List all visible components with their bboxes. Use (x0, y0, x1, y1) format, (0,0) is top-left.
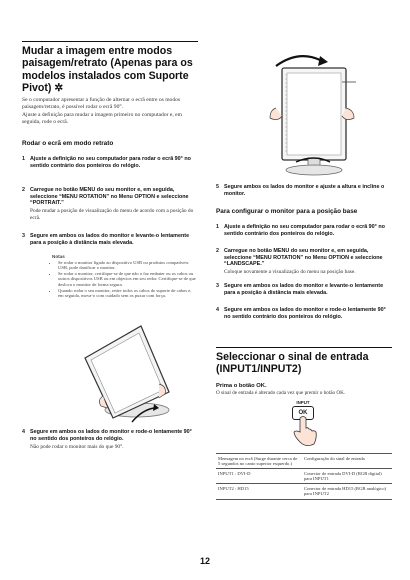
table-cell: INPUT2 : HD15 (216, 484, 302, 499)
note-item: • Se rodar o monitor ligado ao dispositivo USB ou produtos compatíveis USB, pode danificar o monitor. (58, 260, 196, 271)
table-row (216, 454, 392, 469)
table-cell: Conector de entrada DVI-D (RGB digital) para INPUT1 (302, 469, 392, 484)
table-row (216, 469, 392, 484)
step-number: 1 (216, 224, 219, 230)
press-ok-heading: Prima o botão OK. (216, 383, 267, 389)
right-step-4 (216, 307, 392, 329)
step-number: 4 (216, 307, 219, 313)
left-step-4 (22, 429, 198, 459)
intro-paragraph-2: Ajuste a definição para mudar a imagem primeiro no computador e, em seguida, rode o ecrã. (22, 112, 182, 125)
table-cell: Mensagem no ecrã (Surge durante cerca de 5 segundos no canto superior esquerdo.) (216, 454, 302, 469)
right-step-5 (216, 184, 392, 200)
step-number: 1 (22, 156, 25, 162)
ok-button-illustration (284, 400, 322, 450)
rotation-title-text: Mudar a imagem entre modos paisagem/retrato (Apenas para os modelos instalados com Suporte Pivot) (22, 45, 193, 95)
left-step-3 (22, 233, 198, 253)
intro-paragraph-1: Se o computador apresentar a função de alternar o ecrã entre os modos paisagem/retrato, é possível rodar o ecrã 90°. (22, 97, 181, 110)
monitor-adjust-illustration (246, 38, 366, 178)
note-item: • Se rodar o monitor, certifique-se de que não o faz embater ou os cabos ou outros dispositivos USB ou em objectos em seu redor. Certifique-se de que desloca o monitor de forma segura. (58, 271, 196, 288)
step-subtext: Não pode rodar o monitor mais do que 90°. (30, 444, 124, 450)
notes-list (52, 260, 196, 299)
right-step-1 (216, 224, 392, 246)
notes-box (52, 254, 196, 299)
step-text: Segure ambos os lados do monitor e ajuste a altura e incline o monitor. (224, 184, 385, 197)
step-text: Carregue no botão MENU do seu monitor e, em seguida, seleccione “MENU ROTATION” no Menu OPTION e seleccione “LANDSCAPE.” (224, 248, 383, 268)
section-title-input: Seleccionar o sinal de entrada (INPUT1/INPUT2) (216, 347, 392, 376)
ok-button: OK (292, 406, 314, 420)
subheading-portrait: Rodar o ecrã em modo retrato (22, 140, 114, 147)
step-number: 2 (22, 187, 25, 193)
subheading-base-position: Para configurar o monitor para a posição base (216, 208, 358, 215)
input-signal-table (216, 453, 392, 500)
monitor-rotate-illustration (77, 318, 187, 426)
left-step-2 (22, 187, 198, 227)
note-item: • Quando rodar o seu monitor, retire todos os cabos do suporte de cabos e, em seguida, mova-o com cuidado sem os puxar com força. (58, 288, 196, 299)
step-text: Ajuste a definição no seu computador para rodar o ecrã 90° no sentido contrário dos ponteiros do relógio. (224, 224, 385, 237)
table-cell: Conector de entrada HD15 (RGB analógico) para INPUT2 (302, 484, 392, 499)
left-step-1 (22, 156, 198, 180)
step-text: Segure em ambos os lados do monitor e levante-o lentamente para a posição à distância mais elevada. (224, 283, 384, 296)
pressing-finger-icon (290, 416, 318, 448)
step-number: 5 (216, 184, 219, 190)
step-number: 4 (22, 429, 25, 435)
step-subtext: Pode mudar a posição de visualização do menu de acordo com a posição do ecrã. (30, 208, 194, 221)
press-ok-description: O sinal de entrada é alterado cada vez que premir o botão OK. (216, 390, 346, 396)
notes-title: Notas (52, 254, 65, 259)
step-number: 2 (216, 248, 219, 254)
right-step-3 (216, 283, 392, 305)
step-subtext: Coloque novamente a visualização do menu na posição base. (224, 269, 356, 275)
table-row (216, 484, 392, 499)
step-text: Carregue no botão MENU do seu monitor e, em seguida, seleccione “MENU ROTATION” no Menu OPTION e seleccione “PORTRAIT.” (30, 187, 189, 207)
input-label: INPUT (296, 400, 310, 405)
pivot-icon: ✲ (51, 82, 64, 95)
table-cell: INPUT1 : DVI-D (216, 469, 302, 484)
table-cell: Configuração do sinal de entrada (302, 454, 392, 469)
step-text: Ajuste a definição no seu computador para rodar o ecrã 90° no sentido contrário dos ponteiros do relógio. (30, 156, 191, 169)
step-number: 3 (22, 233, 25, 239)
page-number: 12 (199, 556, 210, 566)
right-step-2 (216, 248, 392, 282)
step-text: Segure em ambos os lados do monitor e rode-o lentamente 90° no sentido contrário dos ponteiros do relógio. (224, 307, 386, 320)
step-text: Segure em ambos os lados do monitor e levante-o lentamente para a posição à distância mais elevada. (30, 233, 190, 246)
step-number: 3 (216, 283, 219, 289)
section-title-rotation (22, 41, 198, 95)
step-text: Segure em ambos os lados do monitor e rode-o lentamente 90° no sentido dos ponteiros do relógio. (30, 429, 192, 442)
